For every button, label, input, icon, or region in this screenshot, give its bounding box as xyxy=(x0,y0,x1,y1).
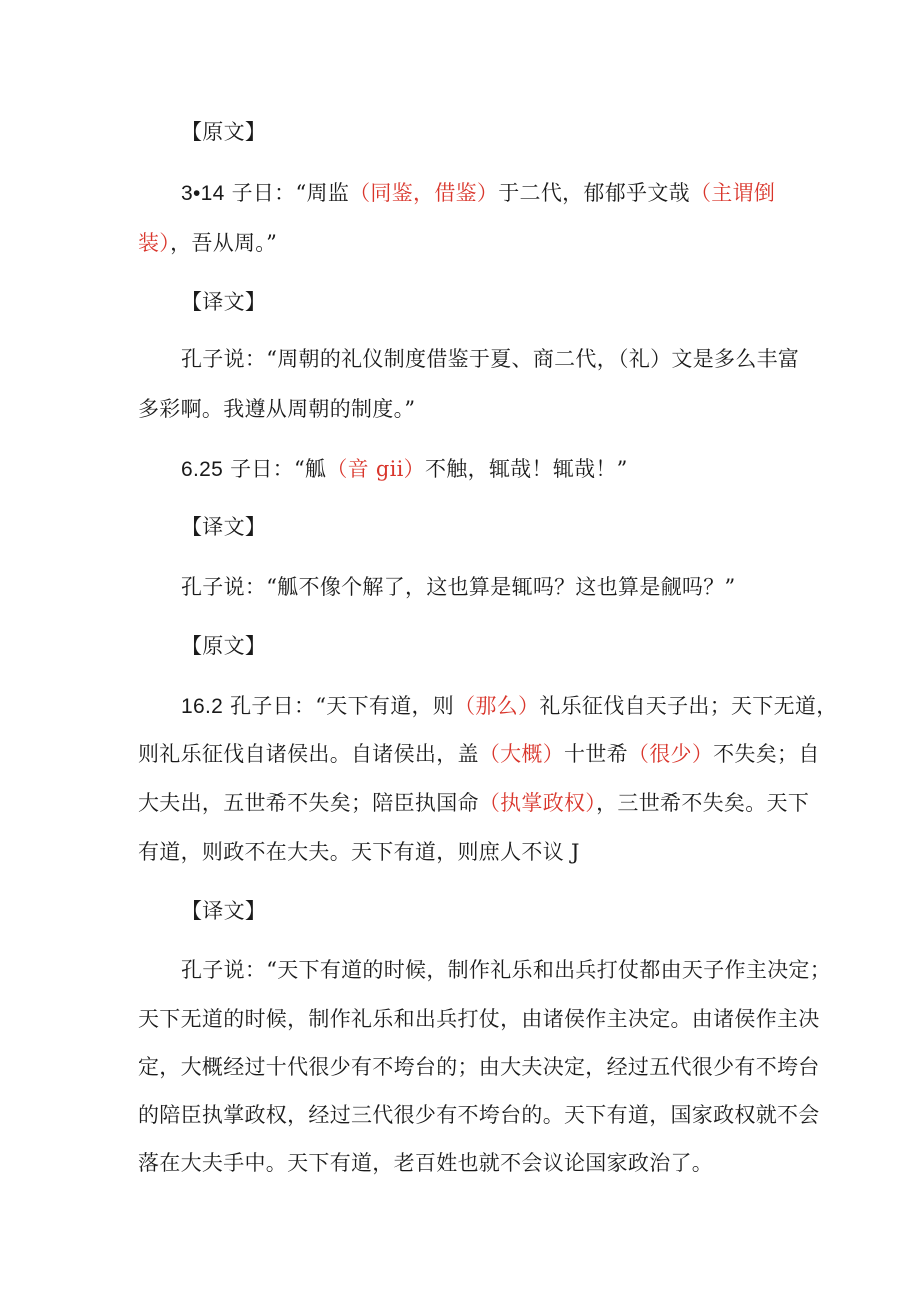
passage-text: 礼乐征伐自天子出；天下无道， xyxy=(539,694,838,718)
heading-original-text-2: 【原文】 xyxy=(181,634,267,658)
heading-original-text-1: 【原文】 xyxy=(181,120,267,144)
passage-16-2-line-1 xyxy=(181,692,838,721)
passage-6-25-line-1 xyxy=(181,455,628,484)
passage-text: 于二代，郁郁乎文哉 xyxy=(498,181,690,205)
heading-translation-1: 【译文】 xyxy=(181,290,267,314)
annotation-note: 装） xyxy=(138,231,171,255)
translation-3-line-4: 的陪臣执掌政权，经过三代很少有不垮台的。天下有道，国家政权就不会 xyxy=(138,1103,820,1127)
passage-text: 则礼乐征伐自诸侯出。自诸侯出，盖 xyxy=(138,742,479,766)
translation-2-line-1: 孔子说：“觚不像个解了，这也算是辄吗？这也算是觎吗？” xyxy=(181,575,736,599)
annotation-note: （很少） xyxy=(627,742,714,766)
translation-3-line-2: 天下无道的时候，制作礼乐和出兵打仗，由诸侯作主决定。由诸侯作主决 xyxy=(138,1007,820,1031)
translation-3-line-5: 落在大夫手中。天下有道，老百姓也就不会议论国家政治了。 xyxy=(138,1151,714,1175)
passage-16-2-line-4: 有道，则政不在大夫。天下有道，则庶人不议 J xyxy=(138,840,580,864)
passage-text: 子日：“觚 xyxy=(230,457,327,481)
annotation-note: （大概） xyxy=(478,742,565,766)
passage-text: 子日：“周监 xyxy=(231,181,350,205)
translation-3-line-1: 孔子说：“天下有道的时候，制作礼乐和出兵打仗都由天子作主决定； xyxy=(181,958,832,982)
annotation-note: （音 gii） xyxy=(326,457,425,481)
translation-1-line-2: 多彩啊。我遵从周朝的制度。” xyxy=(138,397,416,421)
passage-number: 6.25 xyxy=(181,458,224,481)
passage-text: 十世希 xyxy=(564,742,628,766)
passage-16-2-line-2 xyxy=(138,740,820,768)
translation-1-line-1: 孔子说：“周朝的礼仪制度借鉴于夏、商二代，（礼）文是多么丰富 xyxy=(181,347,800,371)
passage-3-14-line-2 xyxy=(138,229,277,257)
heading-translation-3: 【译文】 xyxy=(181,899,267,923)
passage-text: 不失矣；自 xyxy=(713,742,820,766)
passage-text: 大夫出，五世希不失矣；陪臣执国命 xyxy=(138,791,479,815)
translation-3-line-3: 定，大概经过十代很少有不垮台的；由大夫决定，经过五代很少有不垮台 xyxy=(138,1055,820,1079)
passage-16-2-line-3 xyxy=(138,789,809,817)
heading-translation-2: 【译文】 xyxy=(181,515,267,539)
passage-text: ，吾从周。” xyxy=(170,231,278,255)
passage-text: 不触，辄哉！辄哉！” xyxy=(424,457,628,481)
annotation-note: （那么） xyxy=(454,694,540,718)
annotation-note: （主谓倒 xyxy=(689,181,776,205)
passage-number: 16.2 xyxy=(181,695,224,718)
passage-text: 孔子日：“天下有道，则 xyxy=(230,694,455,718)
passage-text: ，三世希不失矣。天下 xyxy=(596,791,810,815)
passage-3-14-line-1 xyxy=(181,179,775,208)
passage-number: 3•14 xyxy=(181,182,225,205)
annotation-note: （执掌政权） xyxy=(478,791,597,815)
annotation-note: （同鉴，借鉴） xyxy=(349,181,499,205)
